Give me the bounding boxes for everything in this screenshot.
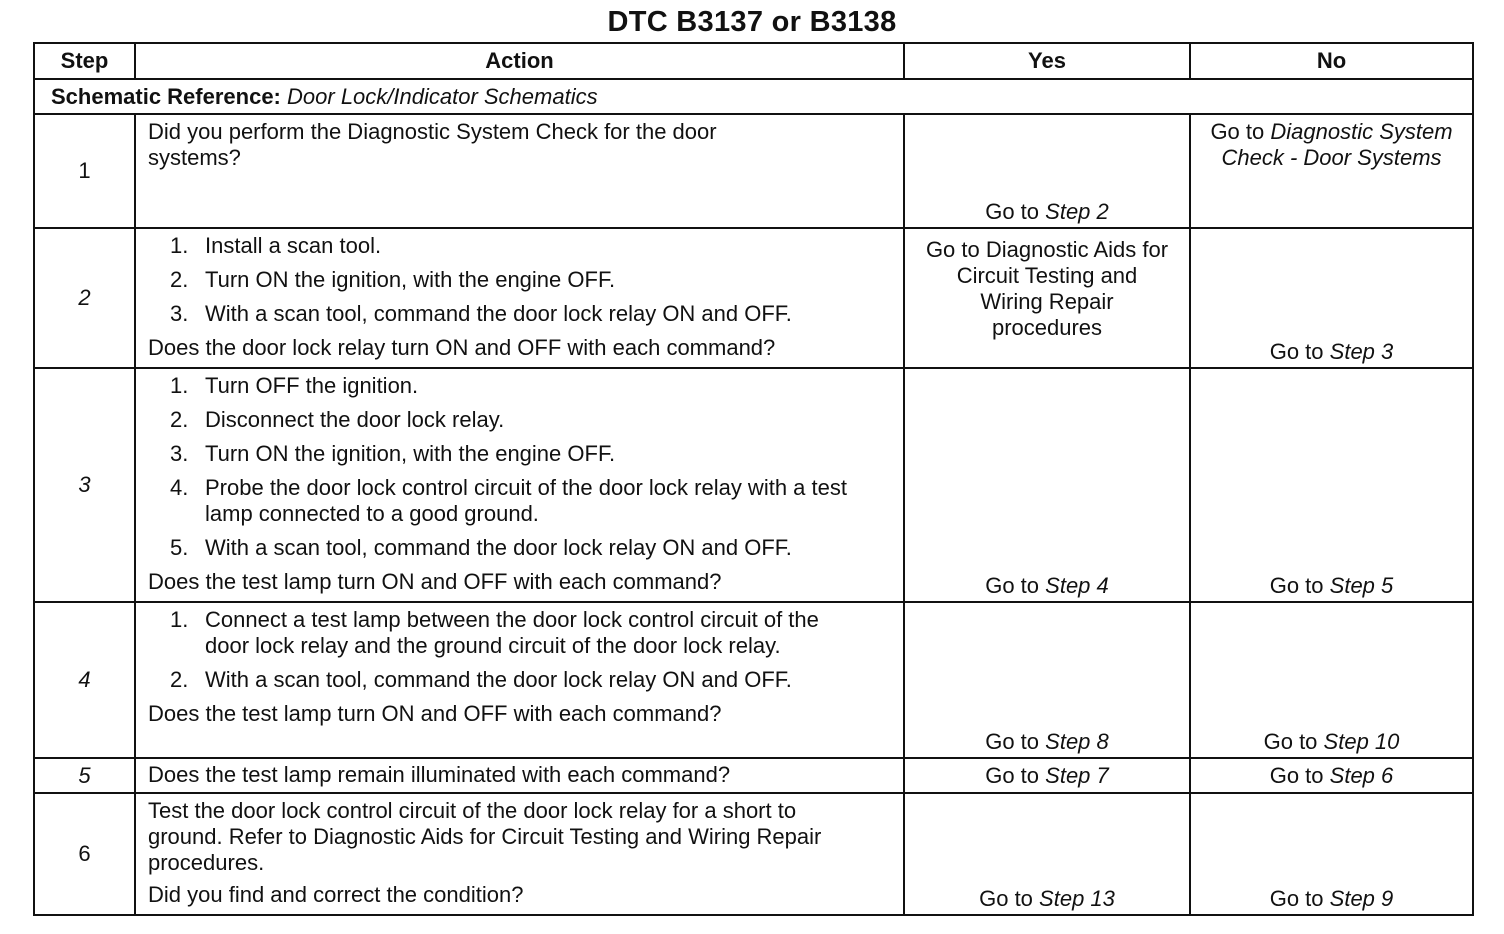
action-question: Did you find and correct the condition? (148, 882, 524, 907)
goto-label: Go to (979, 886, 1033, 911)
table-row (34, 368, 1473, 602)
no-step-link[interactable]: Step 10 (1323, 729, 1400, 754)
schematic-reference (34, 79, 1473, 114)
no-cell (1190, 228, 1473, 368)
action-list (148, 373, 893, 561)
no-cell (1190, 602, 1473, 758)
action-cell (135, 758, 904, 793)
no-cell (1190, 114, 1473, 228)
yes-cell (904, 758, 1190, 793)
table-row (34, 602, 1473, 758)
step-number: 3 (34, 368, 135, 602)
goto-label: Go to (985, 729, 1040, 754)
yes-cell (904, 368, 1190, 602)
goto-label: Go to (1269, 886, 1324, 911)
no-step-link[interactable]: Step 9 (1329, 886, 1394, 911)
header-row (34, 43, 1473, 79)
yes-cell (904, 793, 1190, 915)
action-cell (135, 368, 904, 602)
diagnostic-table (33, 42, 1474, 916)
page-title: DTC B3137 or B3138 (607, 6, 897, 38)
goto-label: Go to (985, 762, 1040, 788)
schematic-link[interactable]: Door Lock/Indicator Schematics (287, 83, 598, 109)
yes-cell (904, 602, 1190, 758)
no-cell (1190, 368, 1473, 602)
step-number: 5 (34, 758, 135, 793)
list-item: 2. Disconnect the door lock relay. (170, 407, 505, 432)
list-item: 4. Probe the door lock control circuit of the door lock relay with a test lamp connected to a good ground. (170, 475, 847, 526)
goto-label: Go to (1269, 339, 1324, 364)
action-question: Does the test lamp turn ON and OFF with each command? (148, 701, 722, 726)
no-cell (1190, 793, 1473, 915)
goto-label: Go to (985, 573, 1040, 598)
goto-label: Go to (985, 199, 1040, 224)
action-cell (135, 228, 904, 368)
schematic-label: Schematic Reference: (51, 83, 281, 109)
action-question: Does the test lamp turn ON and OFF with each command? (148, 569, 722, 594)
schematic-row (34, 79, 1473, 114)
action-text: Test the door lock control circuit of the door lock relay for a short to ground. Refer to Diagnostic Aids for Circuit Testing and Wiring Repair procedures. (148, 798, 822, 875)
step-number: 6 (34, 793, 135, 915)
yes-step-link[interactable]: Step 2 (1045, 199, 1109, 224)
action-question: Does the door lock relay turn ON and OFF with each command? (148, 335, 776, 360)
table-row (34, 758, 1473, 793)
list-item: 1. Install a scan tool. (170, 233, 382, 258)
table-row (34, 228, 1473, 368)
list-item: 5. With a scan tool, command the door lock relay ON and OFF. (170, 535, 792, 560)
action-list (148, 233, 893, 327)
table-row (34, 114, 1473, 228)
yes-link[interactable]: Go to Diagnostic Aids for Circuit Testing and Wiring Repair procedures (925, 237, 1169, 340)
header-yes: Yes (904, 43, 1190, 79)
action-question: Did you perform the Diagnostic System Check for the door systems? (148, 119, 717, 170)
list-item: 3. With a scan tool, command the door lock relay ON and OFF. (170, 301, 792, 326)
step-number: 2 (34, 228, 135, 368)
action-question: Does the test lamp remain illuminated with each command? (148, 762, 731, 787)
list-item: 1. Turn OFF the ignition. (170, 373, 419, 398)
header-action: Action (135, 43, 904, 79)
table-row (34, 793, 1473, 915)
yes-step-link[interactable]: Step 7 (1045, 762, 1109, 788)
yes-cell (904, 114, 1190, 228)
goto-label: Go to (1269, 762, 1324, 788)
step-number: 1 (34, 114, 135, 228)
no-step-link[interactable]: Step 5 (1329, 573, 1394, 598)
yes-step-link[interactable]: Step 13 (1039, 886, 1115, 911)
step-number: 4 (34, 602, 135, 758)
list-item: 1. Connect a test lamp between the door lock control circuit of the door lock relay and the ground circuit of the door lock relay. (170, 607, 819, 658)
no-step-link[interactable]: Step 3 (1329, 339, 1394, 364)
goto-label: Go to (1210, 119, 1265, 144)
no-cell (1190, 758, 1473, 793)
action-list (148, 607, 893, 693)
action-cell (135, 114, 904, 228)
action-cell (135, 793, 904, 915)
no-step-link[interactable]: Step 6 (1329, 762, 1394, 788)
goto-label: Go to (1263, 729, 1318, 754)
list-item: 2. Turn ON the ignition, with the engine OFF. (170, 267, 616, 292)
goto-label: Go to (1269, 573, 1324, 598)
list-item: 2. With a scan tool, command the door lock relay ON and OFF. (170, 667, 792, 692)
action-cell (135, 602, 904, 758)
yes-step-link[interactable]: Step 8 (1045, 729, 1109, 754)
header-no: No (1190, 43, 1473, 79)
yes-cell (904, 228, 1190, 368)
no-link[interactable]: Diagnostic System Check - Door Systems (1221, 119, 1453, 170)
header-step: Step (34, 43, 135, 79)
list-item: 3. Turn ON the ignition, with the engine OFF. (170, 441, 616, 466)
yes-step-link[interactable]: Step 4 (1045, 573, 1109, 598)
